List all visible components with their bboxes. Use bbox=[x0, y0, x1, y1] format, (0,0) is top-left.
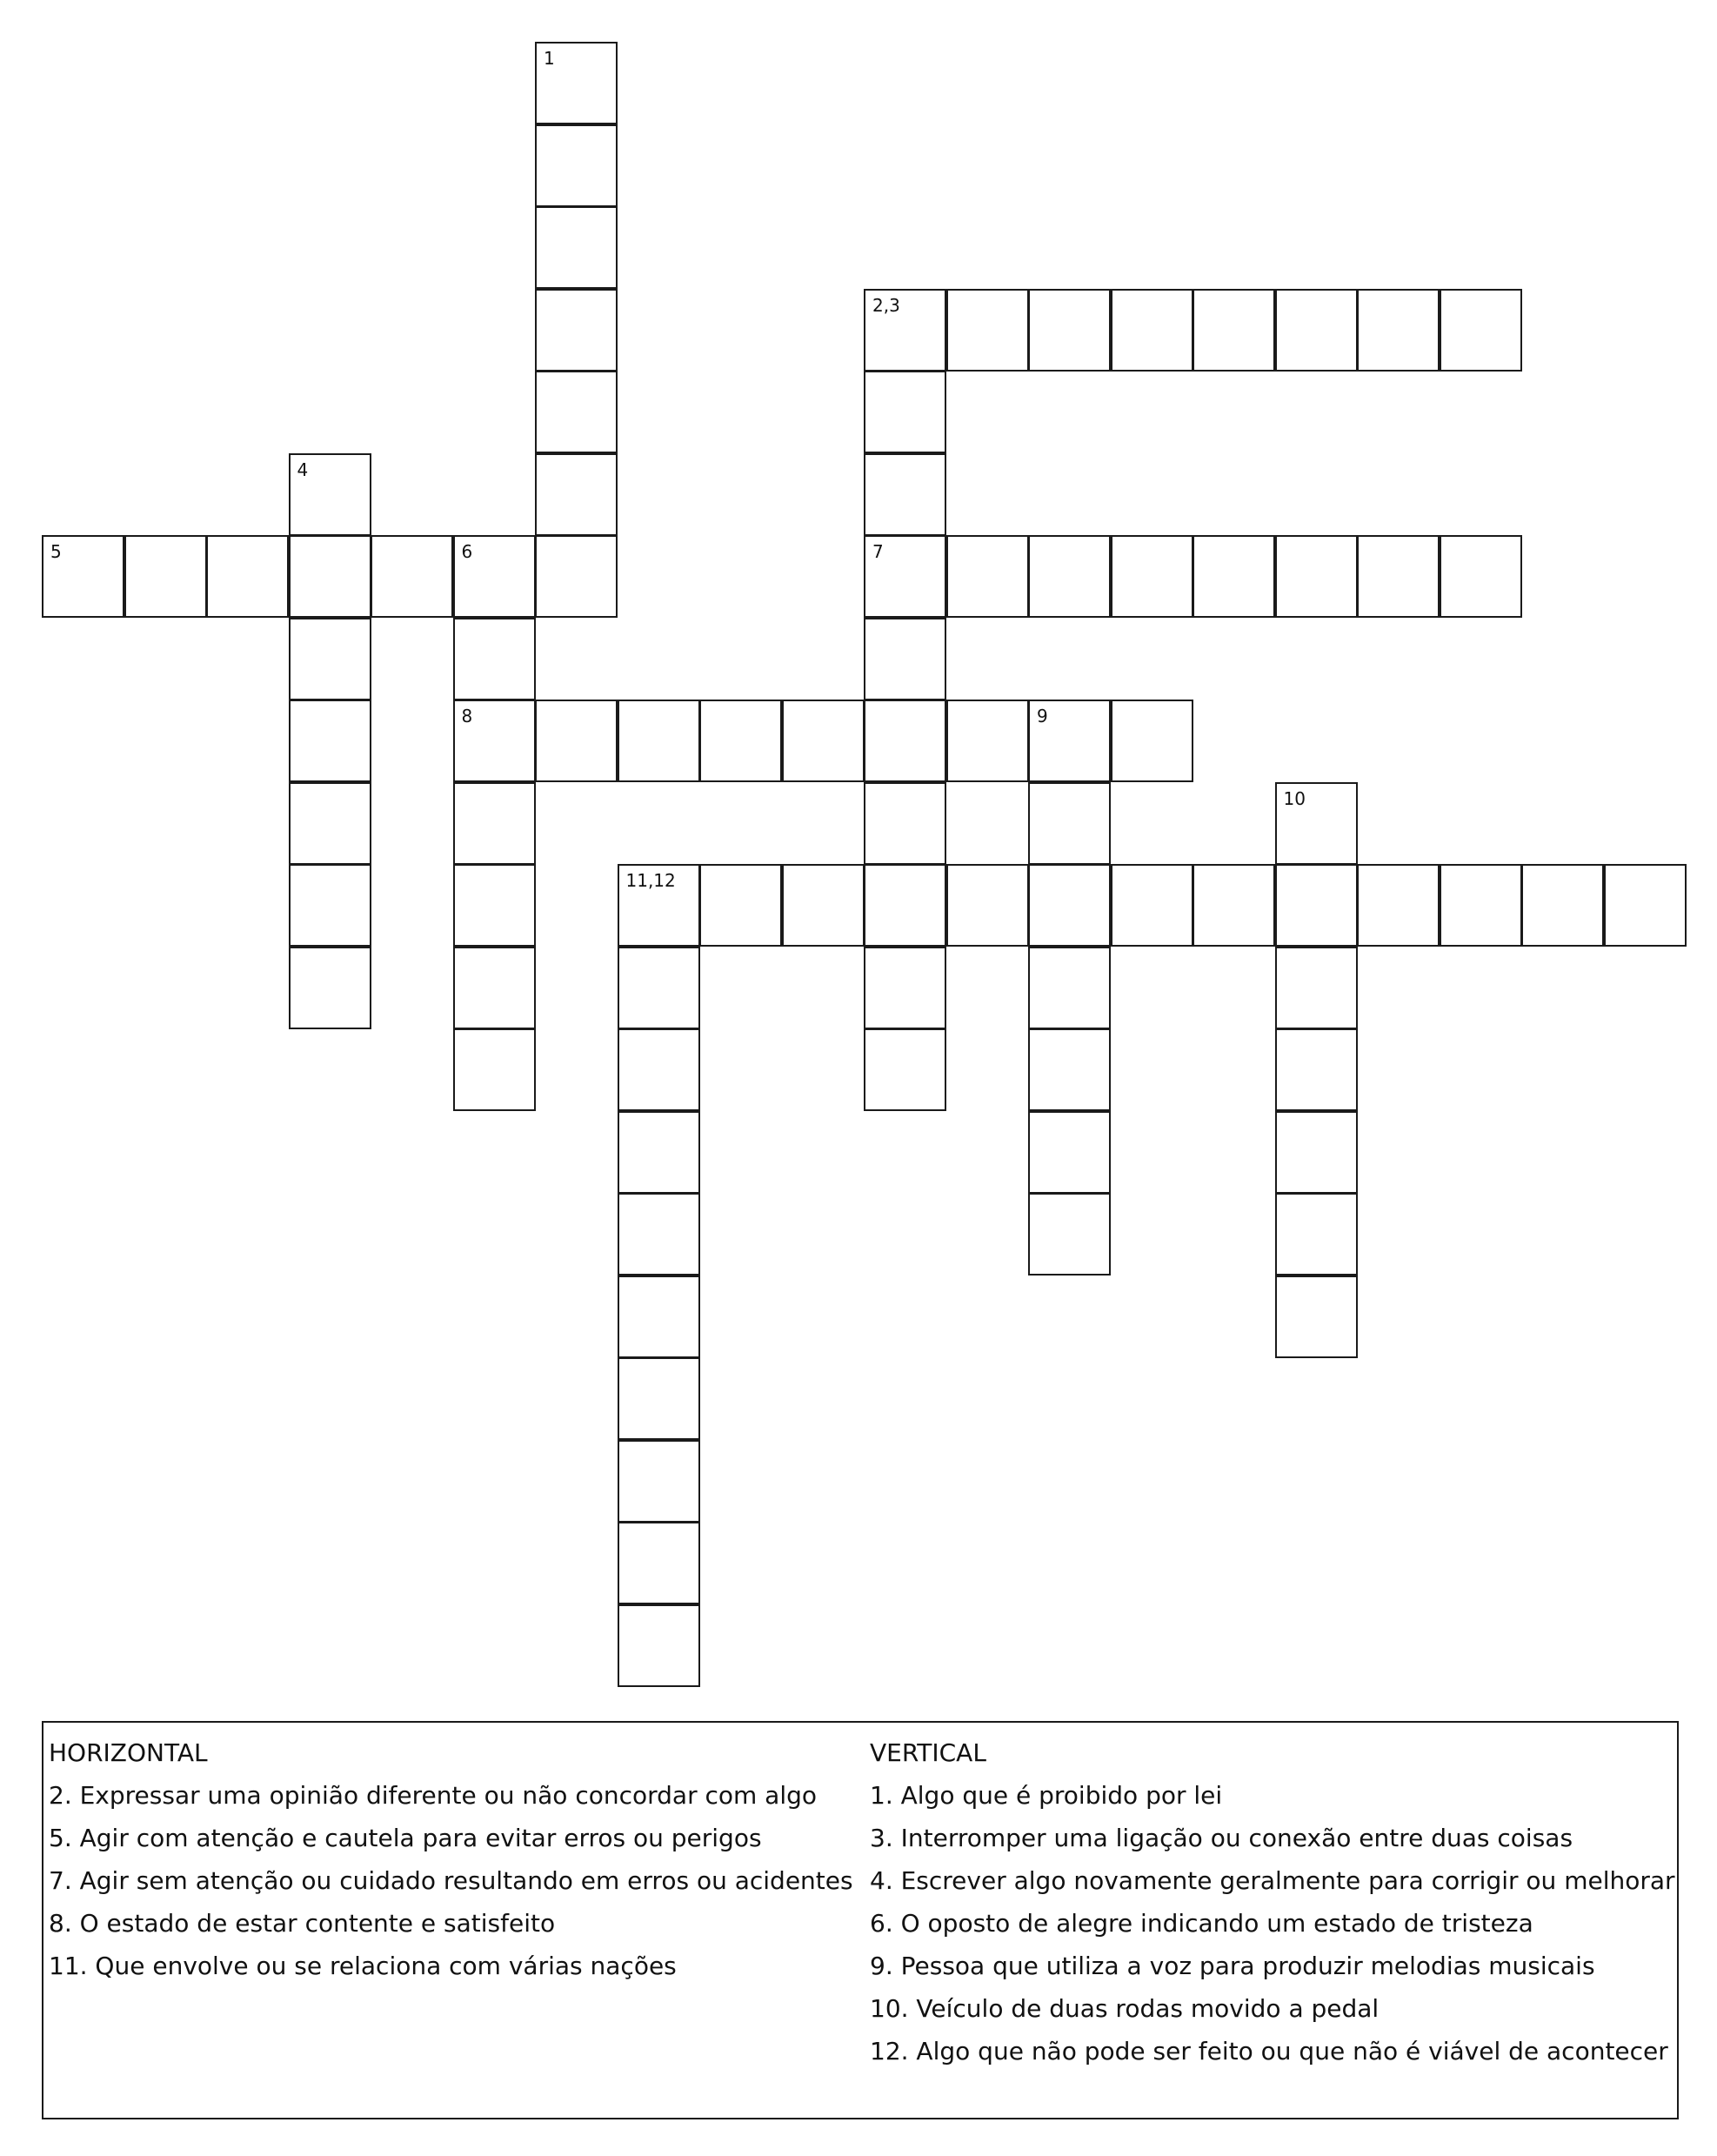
crossword-cell[interactable] bbox=[618, 1522, 700, 1604]
crossword-cell[interactable] bbox=[1193, 535, 1275, 618]
crossword-cell[interactable] bbox=[864, 618, 946, 700]
crossword-cell[interactable] bbox=[864, 782, 946, 865]
crossword-cell[interactable] bbox=[1028, 1111, 1111, 1194]
crossword-cell[interactable] bbox=[535, 42, 618, 124]
clue-horizontal-11: 11. Que envolve ou se relaciona com várias nações bbox=[49, 1952, 677, 1980]
crossword-cell[interactable] bbox=[1111, 289, 1193, 372]
crossword-cell[interactable] bbox=[371, 535, 453, 618]
clue-vertical-3: 3. Interromper uma ligação ou conexão entre duas coisas bbox=[870, 1824, 1573, 1852]
crossword-cell[interactable] bbox=[1275, 1111, 1358, 1194]
crossword-cell[interactable] bbox=[289, 947, 371, 1029]
crossword-cell[interactable] bbox=[618, 1111, 700, 1194]
crossword-cell[interactable] bbox=[1275, 1276, 1358, 1358]
crossword-cell[interactable] bbox=[864, 371, 946, 453]
clue-number: 6 bbox=[461, 541, 473, 562]
clue-vertical-12: 12. Algo que não pode ser feito ou que não é viável de acontecer bbox=[870, 2037, 1668, 2066]
clue-vertical-9: 9. Pessoa que utiliza a voz para produzir melodias musicais bbox=[870, 1952, 1595, 1980]
clue-vertical-10: 10. Veículo de duas rodas movido a pedal bbox=[870, 1994, 1380, 2023]
clue-horizontal-8: 8. O estado de estar contente e satisfeito bbox=[49, 1909, 556, 1938]
crossword-cell[interactable] bbox=[1275, 535, 1358, 618]
crossword-cell[interactable] bbox=[453, 782, 536, 865]
crossword-cell[interactable] bbox=[699, 864, 782, 947]
crossword-cell[interactable] bbox=[864, 453, 946, 536]
vertical-heading: VERTICAL bbox=[870, 1738, 986, 1767]
crossword-cell[interactable] bbox=[618, 947, 700, 1029]
crossword-cell[interactable] bbox=[535, 206, 618, 289]
crossword-cell[interactable] bbox=[1028, 289, 1111, 372]
crossword-cell[interactable] bbox=[1275, 1193, 1358, 1276]
crossword-cell[interactable] bbox=[453, 618, 536, 700]
crossword-cell[interactable] bbox=[618, 864, 700, 947]
crossword-cell[interactable] bbox=[1111, 700, 1193, 782]
crossword-cell[interactable] bbox=[1357, 289, 1440, 372]
clue-horizontal-5: 5. Agir com atenção e cautela para evitar erros ou perigos bbox=[49, 1824, 762, 1852]
crossword-cell[interactable] bbox=[618, 1276, 700, 1358]
crossword-cell[interactable] bbox=[618, 1440, 700, 1523]
crossword-cell[interactable] bbox=[864, 535, 946, 618]
crossword-cell[interactable] bbox=[864, 289, 946, 372]
clue-number: 9 bbox=[1037, 706, 1048, 726]
crossword-cell[interactable] bbox=[289, 453, 371, 536]
horizontal-heading: HORIZONTAL bbox=[49, 1738, 208, 1767]
clue-horizontal-2: 2. Expressar uma opinião diferente ou não concordar com algo bbox=[49, 1781, 818, 1810]
crossword-cell[interactable] bbox=[1111, 864, 1193, 947]
crossword-cell[interactable] bbox=[453, 1028, 536, 1111]
crossword-cell[interactable] bbox=[453, 947, 536, 1029]
clue-vertical-1: 1. Algo que é proibido por lei bbox=[870, 1781, 1223, 1810]
crossword-cell[interactable] bbox=[289, 618, 371, 700]
horizontal-clues bbox=[49, 1731, 853, 1987]
crossword-cell[interactable] bbox=[946, 864, 1029, 947]
crossword-cell[interactable] bbox=[1521, 864, 1604, 947]
clue-number: 8 bbox=[461, 706, 473, 726]
crossword-cell[interactable] bbox=[1275, 947, 1358, 1029]
crossword-cell[interactable] bbox=[289, 782, 371, 865]
clue-number: 1 bbox=[544, 48, 555, 69]
crossword-cell[interactable] bbox=[618, 700, 700, 782]
clue-number: 2,3 bbox=[872, 294, 900, 316]
crossword-cell[interactable] bbox=[1275, 1028, 1358, 1111]
crossword-cell[interactable] bbox=[864, 864, 946, 947]
crossword-cell[interactable] bbox=[289, 700, 371, 782]
clue-vertical-4: 4. Escrever algo novamente geralmente para corrigir ou melhorar bbox=[870, 1866, 1675, 1895]
crossword-cell[interactable] bbox=[453, 700, 536, 782]
crossword-cell[interactable] bbox=[946, 535, 1029, 618]
crossword-cell[interactable] bbox=[782, 864, 865, 947]
crossword-cell[interactable] bbox=[535, 453, 618, 536]
clue-number: 5 bbox=[50, 541, 62, 562]
crossword-cell[interactable] bbox=[618, 1028, 700, 1111]
crossword-cell[interactable] bbox=[453, 535, 536, 618]
crossword-cell[interactable] bbox=[289, 864, 371, 947]
crossword-cell[interactable] bbox=[1028, 1028, 1111, 1111]
crossword-cell[interactable] bbox=[782, 700, 865, 782]
crossword-cell[interactable] bbox=[1028, 782, 1111, 865]
clues-box bbox=[42, 1721, 1679, 2119]
crossword-cell[interactable] bbox=[1028, 864, 1111, 947]
crossword-cell[interactable] bbox=[535, 371, 618, 453]
crossword-cell[interactable] bbox=[1028, 700, 1111, 782]
crossword-cell[interactable] bbox=[1028, 535, 1111, 618]
crossword-cell[interactable] bbox=[535, 124, 618, 207]
crossword-cell[interactable] bbox=[535, 700, 618, 782]
clue-horizontal-7: 7. Agir sem atenção ou cuidado resultando em erros ou acidentes bbox=[49, 1866, 853, 1895]
crossword-cell[interactable] bbox=[1193, 289, 1275, 372]
crossword-cell[interactable] bbox=[535, 289, 618, 372]
clue-number: 10 bbox=[1283, 787, 1306, 809]
clue-number: 7 bbox=[872, 541, 884, 562]
crossword-cell[interactable] bbox=[946, 289, 1029, 372]
crossword-cell[interactable] bbox=[864, 700, 946, 782]
clue-vertical-6: 6. O oposto de alegre indicando um estado de tristeza bbox=[870, 1909, 1533, 1938]
crossword-cell[interactable] bbox=[1275, 864, 1358, 947]
crossword-cell[interactable] bbox=[1275, 782, 1358, 865]
crossword-cell[interactable] bbox=[42, 535, 124, 618]
crossword-cell[interactable] bbox=[699, 700, 782, 782]
crossword-cell[interactable] bbox=[206, 535, 289, 618]
crossword-cell[interactable] bbox=[618, 1604, 700, 1687]
crossword-cell[interactable] bbox=[618, 1357, 700, 1440]
crossword-cell[interactable] bbox=[864, 1028, 946, 1111]
crossword-cell[interactable] bbox=[1357, 864, 1440, 947]
crossword-cell[interactable] bbox=[618, 1193, 700, 1276]
crossword-cell[interactable] bbox=[946, 700, 1029, 782]
crossword-cell[interactable] bbox=[289, 535, 371, 618]
crossword-cell[interactable] bbox=[1275, 289, 1358, 372]
crossword-cell[interactable] bbox=[1440, 864, 1522, 947]
crossword-cell[interactable] bbox=[453, 864, 536, 947]
crossword-cell[interactable] bbox=[1028, 1193, 1111, 1276]
clue-number: 4 bbox=[297, 459, 309, 480]
crossword-cell[interactable] bbox=[864, 947, 946, 1029]
crossword-cell[interactable] bbox=[1604, 864, 1687, 947]
crossword-cell[interactable] bbox=[1111, 535, 1193, 618]
vertical-clues bbox=[870, 1731, 1675, 2072]
crossword-cell[interactable] bbox=[1440, 289, 1522, 372]
clue-number: 11,12 bbox=[625, 870, 676, 891]
crossword-cell[interactable] bbox=[1028, 947, 1111, 1029]
crossword-cell[interactable] bbox=[1193, 864, 1275, 947]
crossword-cell[interactable] bbox=[535, 535, 618, 618]
crossword-cell[interactable] bbox=[124, 535, 207, 618]
crossword-cell[interactable] bbox=[1357, 535, 1440, 618]
crossword-cell[interactable] bbox=[1440, 535, 1522, 618]
